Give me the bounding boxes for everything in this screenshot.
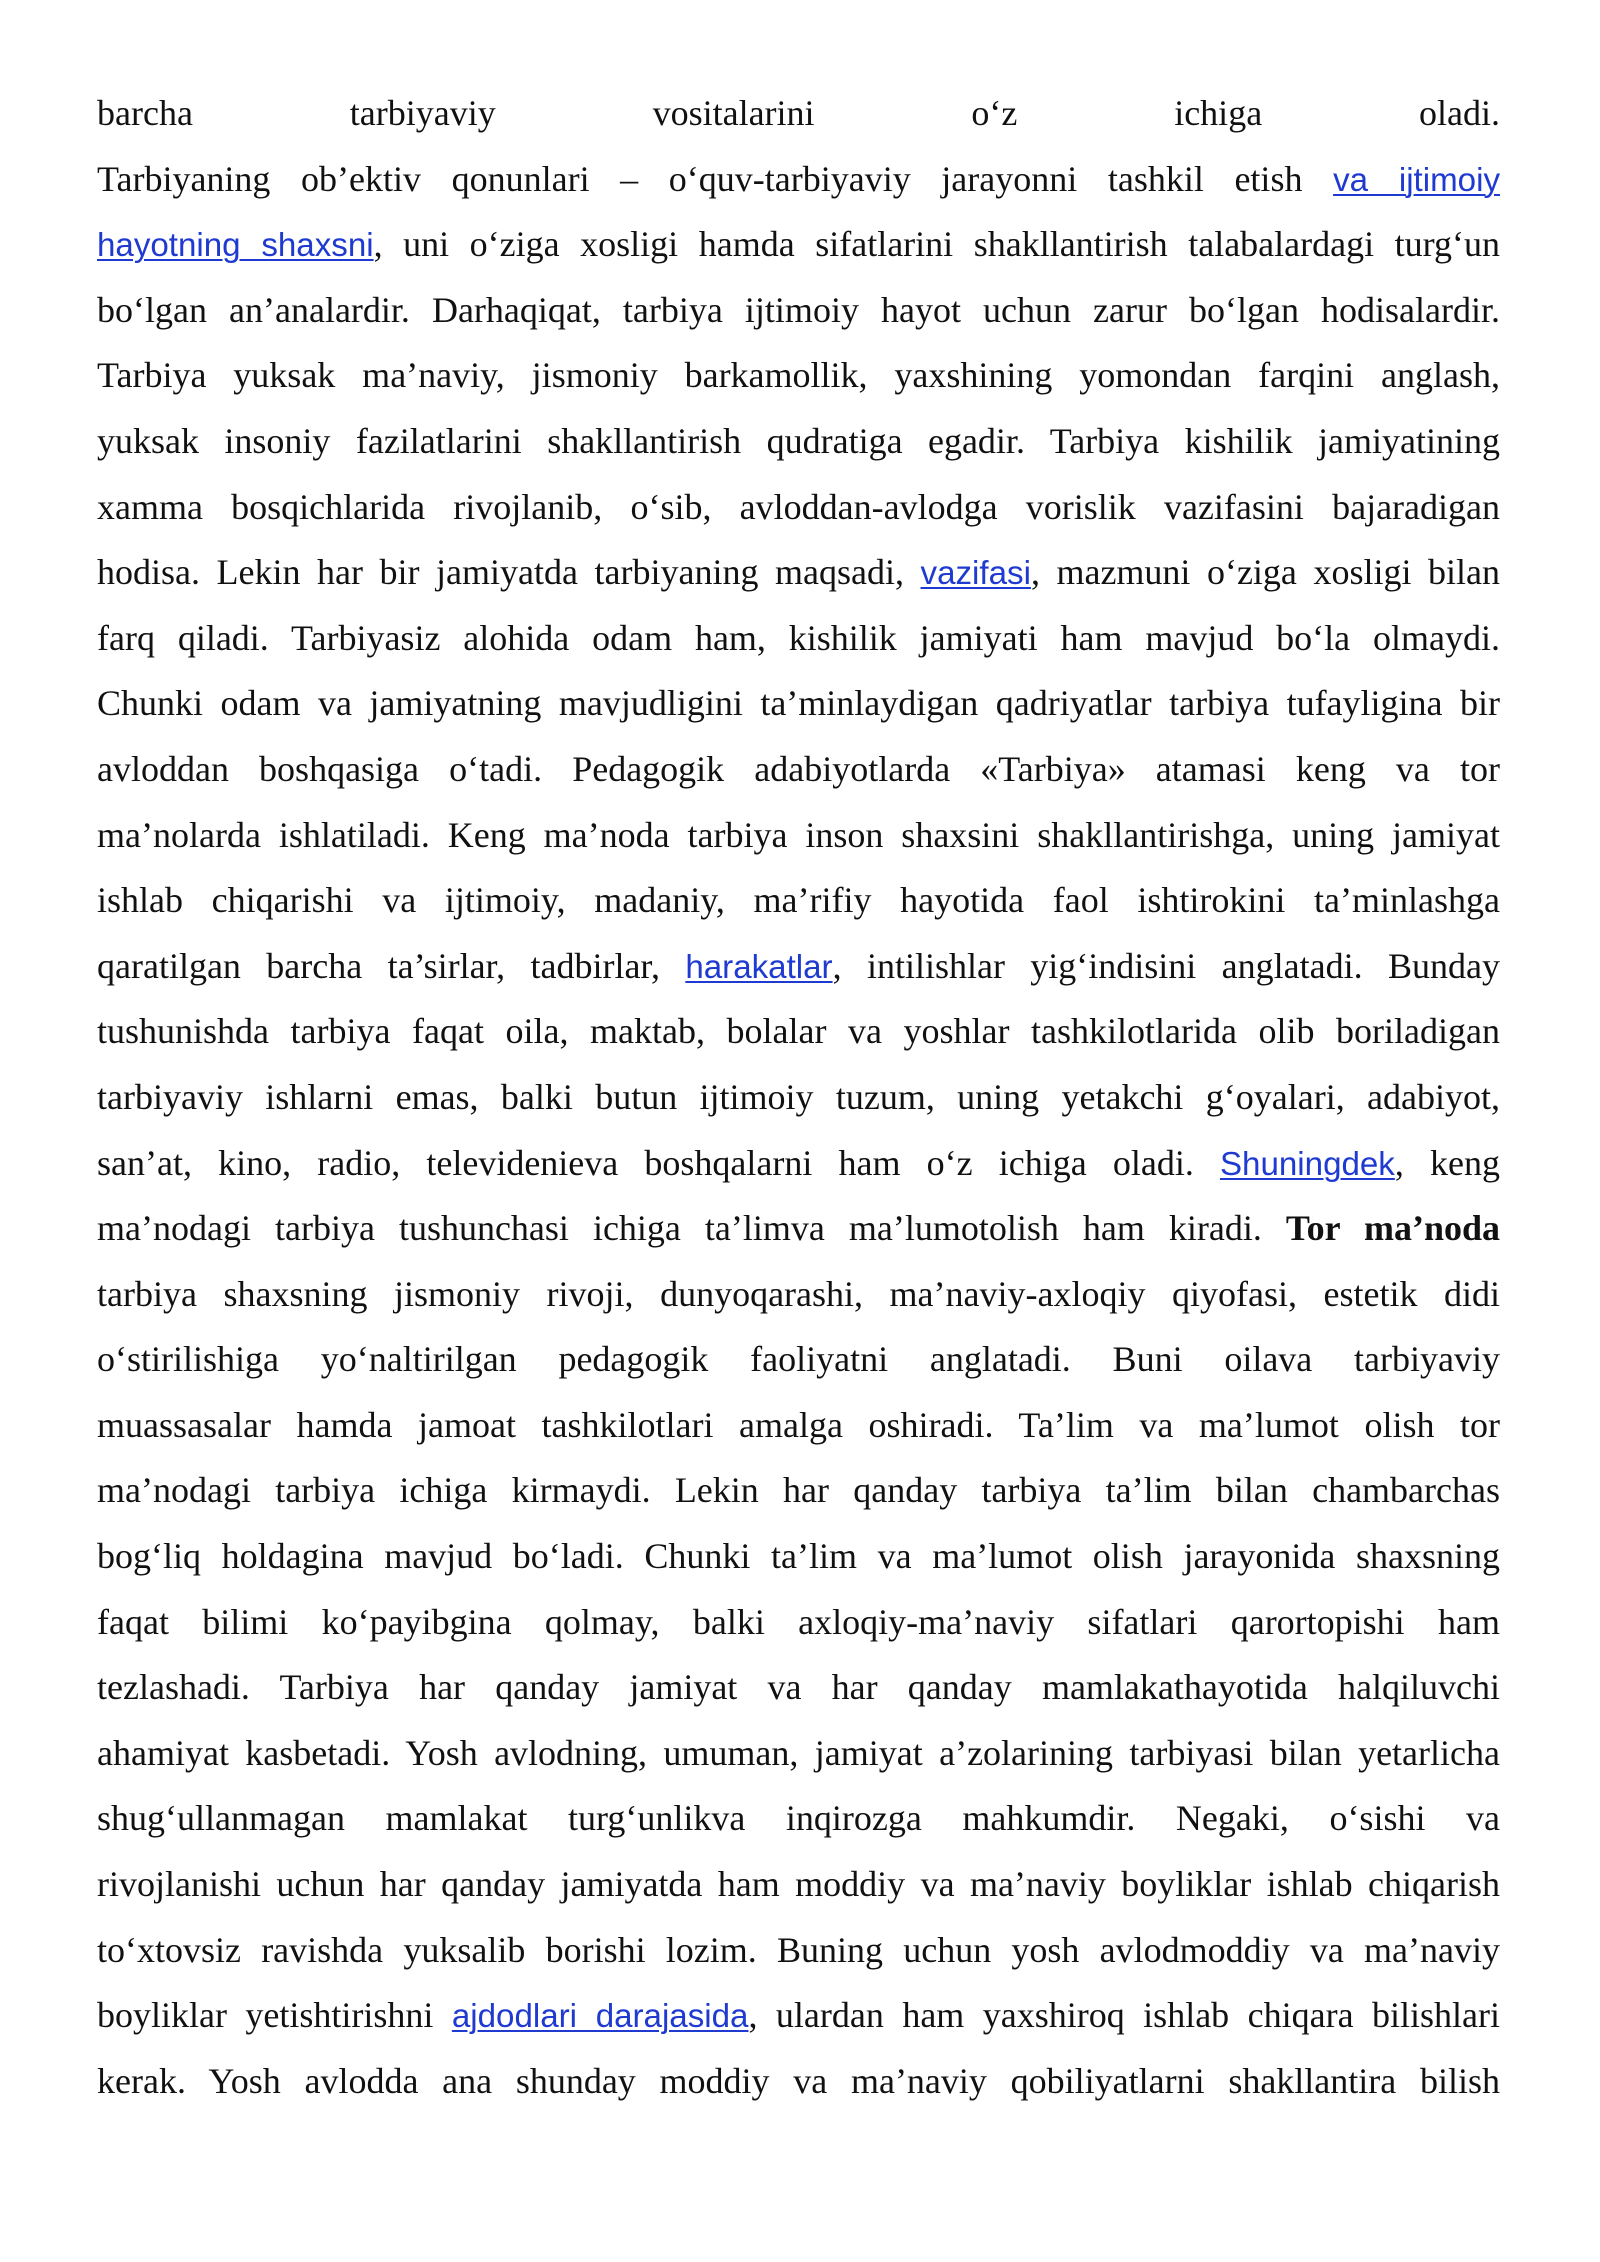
text-run: tarbiya shaxsning jismoniy rivoji, dunyoqarashi, ma’naviy-axloqiy qiyofasi, estetik didi bbox=[97, 1273, 1500, 1314]
text-run: Tarbiya yuksak ma’naviy, jismoniy barkamollik, yaxshining yomondan farqini anglash, bbox=[97, 355, 1500, 396]
text-run: ma’nodagi tarbiya ichiga kirmaydi. Lekin har qanday tarbiya ta’lim bilan chambarchas bbox=[97, 1470, 1500, 1511]
text-line bbox=[97, 1655, 1500, 1721]
hyperlink[interactable]: harakatlar bbox=[685, 948, 833, 986]
hyperlink[interactable]: Shuningdek bbox=[1219, 1145, 1395, 1183]
hyperlink[interactable]: hayotning shaxsni bbox=[97, 227, 374, 265]
text-line bbox=[97, 1983, 1500, 2049]
text-run: kerak. Yosh avlodda ana shunday moddiy va ma’naviy qobiliyatlarni shakllantira bilish bbox=[97, 2060, 1500, 2101]
text-run: , intilishlar yig‘indisini anglatadi. Bunday bbox=[832, 945, 1500, 986]
text-run: o‘stirilishiga yo‘naltirilgan pedagogik faoliyatni anglatadi. Buni oilava tarbiyaviy bbox=[97, 1339, 1500, 1380]
text-line bbox=[97, 1852, 1500, 1918]
text-run: tushunishda tarbiya faqat oila, maktab, bolalar va yoshlar tashkilotlarida olib boriladigan bbox=[97, 1011, 1500, 1052]
text-run: , uni o‘ziga xosligi hamda sifatlarini shakllantirish talabalardagi turg‘un bbox=[373, 224, 1500, 265]
text-run: ishlab chiqarishi va ijtimoiy, madaniy, ma’rifiy hayotida faol ishtirokini ta’minlashga bbox=[97, 880, 1500, 921]
text-run: avloddan boshqasiga o‘tadi. Pedagogik adabiyotlarda «Tarbiya» atamasi keng va tor bbox=[97, 748, 1500, 789]
text-line bbox=[97, 1458, 1500, 1524]
text-run: bog‘liq holdagina mavjud bo‘ladi. Chunki ta’lim va ma’lumot olish jarayonida shaxsning bbox=[97, 1536, 1500, 1577]
text-run: san’at, kino, radio, televidenieva boshqalarni ham o‘z ichiga oladi. bbox=[97, 1142, 1220, 1183]
text-run: xamma bosqichlarida rivojlanib, o‘sib, avloddan-avlodga vorislik vazifasini bajaradigan bbox=[97, 486, 1500, 527]
text-line bbox=[97, 803, 1500, 869]
text-run: ma’nodagi tarbiya tushunchasi ichiga ta’limva ma’lumotolish ham kiradi. bbox=[97, 1208, 1286, 1249]
text-line bbox=[97, 540, 1500, 606]
hyperlink[interactable]: va ijtimoiy bbox=[1333, 161, 1501, 199]
text-run: to‘xtovsiz ravishda yuksalib borishi lozim. Buning uchun yosh avlodmoddiy va ma’naviy bbox=[97, 1929, 1500, 1970]
text-run: , mazmuni o‘ziga xosligi bilan bbox=[1030, 552, 1500, 593]
text-line bbox=[97, 278, 1500, 344]
text-line bbox=[97, 409, 1500, 475]
text-line bbox=[97, 1131, 1500, 1197]
body-text bbox=[97, 81, 1500, 2114]
text-line bbox=[97, 606, 1500, 672]
text-line bbox=[97, 1196, 1500, 1262]
text-line bbox=[97, 147, 1500, 213]
text-run: Tarbiyaning ob’ektiv qonunlari – o‘quv-tarbiyaviy jarayonni tashkil etish bbox=[97, 158, 1334, 199]
text-run: ma’nolarda ishlatiladi. Keng ma’noda tarbiya inson shaxsini shakllantirishga, uning jamiyat bbox=[97, 814, 1500, 855]
text-run: barcha tarbiyaviy vositalarini o‘z ichiga oladi. bbox=[97, 93, 1500, 133]
text-line bbox=[97, 1786, 1500, 1852]
text-run: hodisa. Lekin har bir jamiyatda tarbiyaning maqsadi, bbox=[97, 552, 921, 593]
text-run: rivojlanishi uchun har qanday jamiyatda ham moddiy va ma’naviy boyliklar ishlab chiqarish bbox=[97, 1864, 1500, 1905]
text-line bbox=[97, 81, 1500, 147]
text-run: tarbiyaviy ishlarni emas, balki butun ijtimoiy tuzum, uning yetakchi g‘oyalari, adabiyot, bbox=[97, 1076, 1500, 1117]
text-line bbox=[97, 737, 1500, 803]
text-line bbox=[97, 1393, 1500, 1459]
text-line bbox=[97, 1524, 1500, 1590]
text-line bbox=[97, 934, 1500, 1000]
bold-text: Tor ma’noda bbox=[1285, 1208, 1500, 1249]
text-run: boyliklar yetishtirishni bbox=[97, 1995, 452, 2036]
text-run: tezlashadi. Tarbiya har qanday jamiyat va har qanday mamlakathayotida halqiluvchi bbox=[97, 1667, 1500, 1708]
text-run: faqat bilimi ko‘payibgina qolmay, balki axloqiy-ma’naviy sifatlari qarortopishi ham bbox=[97, 1601, 1500, 1642]
hyperlink[interactable]: vazifasi bbox=[920, 555, 1031, 593]
text-line bbox=[97, 2049, 1500, 2115]
text-line bbox=[97, 1327, 1500, 1393]
text-line bbox=[97, 1918, 1500, 1984]
hyperlink[interactable]: ajdodlari darajasida bbox=[451, 1998, 749, 2036]
text-line bbox=[97, 1590, 1500, 1656]
text-line bbox=[97, 1721, 1500, 1787]
text-line bbox=[97, 343, 1500, 409]
text-line bbox=[97, 1262, 1500, 1328]
text-line bbox=[97, 999, 1500, 1065]
text-run: qaratilgan barcha ta’sirlar, tadbirlar, bbox=[97, 945, 686, 986]
text-line bbox=[97, 868, 1500, 934]
text-run: muassasalar hamda jamoat tashkilotlari amalga oshiradi. Ta’lim va ma’lumot olish tor bbox=[97, 1404, 1500, 1445]
text-line bbox=[97, 1065, 1500, 1131]
text-run: , keng bbox=[1394, 1142, 1500, 1183]
text-run: bo‘lgan an’analardir. Darhaqiqat, tarbiya ijtimoiy hayot uchun zarur bo‘lgan hodisalardir. bbox=[97, 289, 1500, 330]
text-run: , ulardan ham yaxshiroq ishlab chiqara bilishlari bbox=[748, 1995, 1500, 2036]
text-line bbox=[97, 475, 1500, 541]
text-run: farq qiladi. Tarbiyasiz alohida odam ham, kishilik jamiyati ham mavjud bo‘la olmaydi. bbox=[97, 617, 1500, 658]
text-line bbox=[97, 212, 1500, 278]
text-run: shug‘ullanmagan mamlakat turg‘unlikva inqirozga mahkumdir. Negaki, o‘sishi va bbox=[97, 1798, 1500, 1839]
text-run: Chunki odam va jamiyatning mavjudligini ta’minlaydigan qadriyatlar tarbiya tufayligina bir bbox=[97, 683, 1500, 724]
text-run: yuksak insoniy fazilatlarini shakllantirish qudratiga egadir. Tarbiya kishilik jamiyatining bbox=[97, 420, 1500, 461]
text-run: ahamiyat kasbetadi. Yosh avlodning, umuman, jamiyat a’zolarining tarbiyasi bilan yetarlicha bbox=[97, 1732, 1500, 1773]
text-line bbox=[97, 671, 1500, 737]
